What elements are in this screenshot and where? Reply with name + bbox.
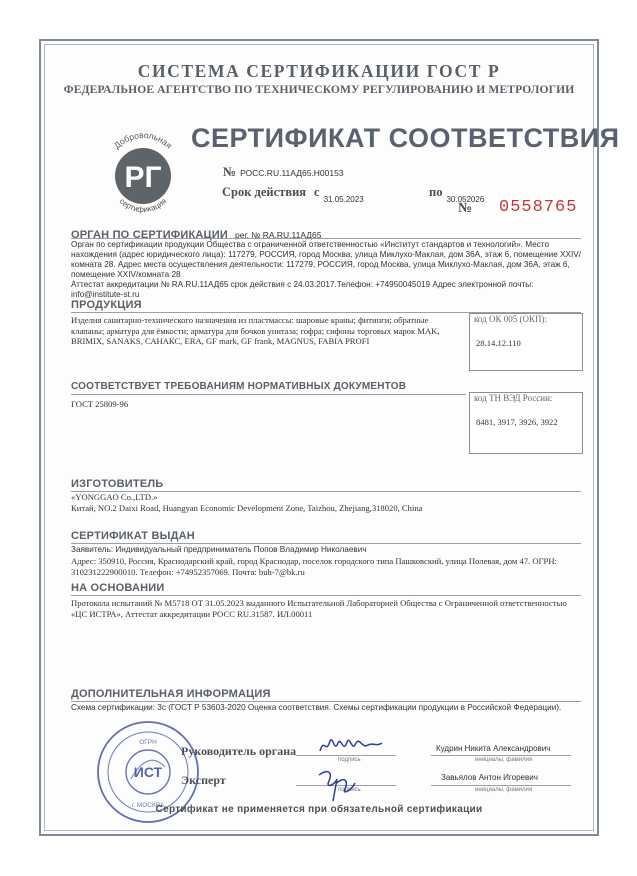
basis-heading: НА ОСНОВАНИИ: [71, 582, 165, 594]
gost-r-logo-icon: [98, 121, 188, 226]
okp-box: [469, 313, 583, 371]
divider: [71, 701, 581, 702]
head-name-caption: инициалы, фамилия: [475, 757, 533, 763]
organ-heading: ОРГАН ПО СЕРТИФИКАЦИИ: [71, 229, 228, 241]
basis-text: Протокола испытаний № М5718 ОТ 31.05.2023 выданного Испытательной Лабораторией Общества с Ограниченной ответственностью «ЦС ИСТРА», Аттестат аккредитации РОСС RU.31587. ИЛ.00011: [71, 598, 567, 619]
manufacturer-address: Китай, NO.2 Daixi Road, Huangyan Economic Development Zone, Taizhou, Zhejiang,318020, China: [71, 503, 423, 513]
logo-bottom-text: сертификация: [117, 196, 169, 215]
additional-heading: ДОПОЛНИТЕЛЬНАЯ ИНФОРМАЦИЯ: [71, 688, 271, 700]
product-text: Изделия санитарно-технического назначения из пластмассы: шаровые краны; фитинги; обратные клапаны; арматура для ёмкости; арматура для бочков унитаза; гофра; сифоны торговых марок MAK, BRIMIX, SANAKS, САНАКС, ERA, GF mark, GF frank, MAGNUS, FABIA PROFI: [71, 315, 440, 346]
head-sign-caption: подпись: [338, 757, 361, 763]
okp-value: 28.14.12.110: [476, 338, 521, 348]
serial-label: №: [458, 201, 473, 216]
system-title: СИСТЕМА СЕРТИФИКАЦИИ ГОСТ Р: [137, 61, 501, 81]
head-label: Руководитель органа: [181, 744, 297, 758]
issued-heading: СЕРТИФИКАТ ВЫДАН: [71, 530, 195, 542]
name-line: [431, 785, 571, 786]
tnved-box: [469, 392, 583, 454]
number-label: №: [223, 164, 237, 179]
gost-r-logo: [98, 121, 188, 226]
stamp-middle: ОГРН: [139, 739, 157, 746]
expert-name: Завьялов Антон Игоревич: [441, 773, 538, 782]
stamp-city: г. МОСКВА: [131, 802, 165, 809]
additional-text: Схема сертификации: 3с (ГОСТ Р 53603-2020 Оценка соответствия. Схемы сертификации продукции в Российской Федерации).: [71, 703, 562, 712]
head-signature-icon: [316, 733, 386, 759]
stamp-top: ИСТ: [133, 764, 163, 780]
certificate-number: [223, 163, 344, 181]
organ-text: Орган по сертификации продукции Общества с ограниченной ответственностью «Институт стандартов и технологий». Место нахождения (адрес юридического лица): 117279, РОССИЯ, город Москва, улица Миклухо-Маклая, дом 36А, этаж 6, помещение XXIV/комната 28. Адрес места осуществления деятельности: 117279, РОССИЯ, город Москва, улица Миклухо-Маклая, дом 36А, этаж 6, помещение XXIV/комната 28 Аттестат аккредитации № RA.RU.11АД65 срок действия с 24.03.2017.Телефон: +74950045019 Адрес электронной почты: info@institute-st.ru: [71, 240, 581, 299]
validity-to-label: по: [429, 185, 443, 199]
okp-label: код ОК 005 (ОКП):: [474, 314, 547, 324]
serial-number: 0558765: [499, 198, 578, 217]
validity-from-date: 31.05.2023: [323, 195, 364, 204]
issued-applicant: Заявитель: Индивидуальный предприниматель Попов Владимир Николаевич: [71, 545, 367, 554]
tnved-value: 8481, 3917, 3926, 3922: [476, 417, 558, 427]
expert-sign-caption: подпись: [338, 787, 361, 793]
logo-top-text: Добровольная: [111, 129, 175, 151]
certificate-title: СЕРТИФИКАТ СООТВЕТСТВИЯ: [191, 123, 620, 153]
organ-reg: рег. № RA.RU.11АД65: [235, 230, 322, 240]
head-name: Кудрин Никита Александрович: [436, 744, 551, 753]
expert-name-caption: инициалы, фамилия: [475, 787, 533, 793]
manufacturer-heading: ИЗГОТОВИТЕЛЬ: [71, 478, 164, 490]
divider: [71, 595, 581, 596]
validity-to-date: 30.052026: [446, 195, 485, 204]
svg-text:Добровольная: [112, 130, 174, 151]
certificate-page: [39, 39, 620, 836]
footer-note: Сертификат не применяется при обязательной сертификации: [155, 804, 483, 815]
product-heading: ПРОДУКЦИЯ: [71, 299, 142, 311]
conformity-heading: СООТВЕТСТВУЕТ ТРЕБОВАНИЯМ НОРМАТИВНЫХ ДОКУМЕНТОВ: [71, 381, 407, 392]
expert-label: Эксперт: [181, 773, 226, 787]
name-line: [431, 755, 571, 756]
divider: [71, 238, 581, 239]
divider: [71, 394, 466, 395]
tnved-label: код ТН ВЭД России:: [474, 393, 553, 403]
logo-mark: РГ: [124, 161, 162, 194]
validity-label: Срок действия: [222, 185, 307, 199]
validity-from: [222, 183, 364, 204]
validity-to: [429, 183, 485, 204]
divider: [71, 543, 581, 544]
number-value: РОСС.RU.11АД65.Н00153: [240, 168, 344, 178]
validity-from-label: с: [314, 185, 320, 199]
agency-title: ФЕДЕРАЛЬНОЕ АГЕНТСТВО ПО ТЕХНИЧЕСКОМУ РЕГУЛИРОВАНИЮ И МЕТРОЛОГИИ: [63, 83, 575, 96]
conformity-standard: ГОСТ 25809-96: [71, 399, 129, 409]
manufacturer-name: «YONGGAO Co.,LTD.»: [71, 492, 158, 502]
issued-address: Адрес: 350910, Россия, Краснодарский край, город Краснодар, поселок городского типа Пашковский, улица Полевая, дом 47. ОГРН: 310231222900010. Телефон: +74952357069. Почта: buh-7@bk.ru: [71, 556, 557, 577]
